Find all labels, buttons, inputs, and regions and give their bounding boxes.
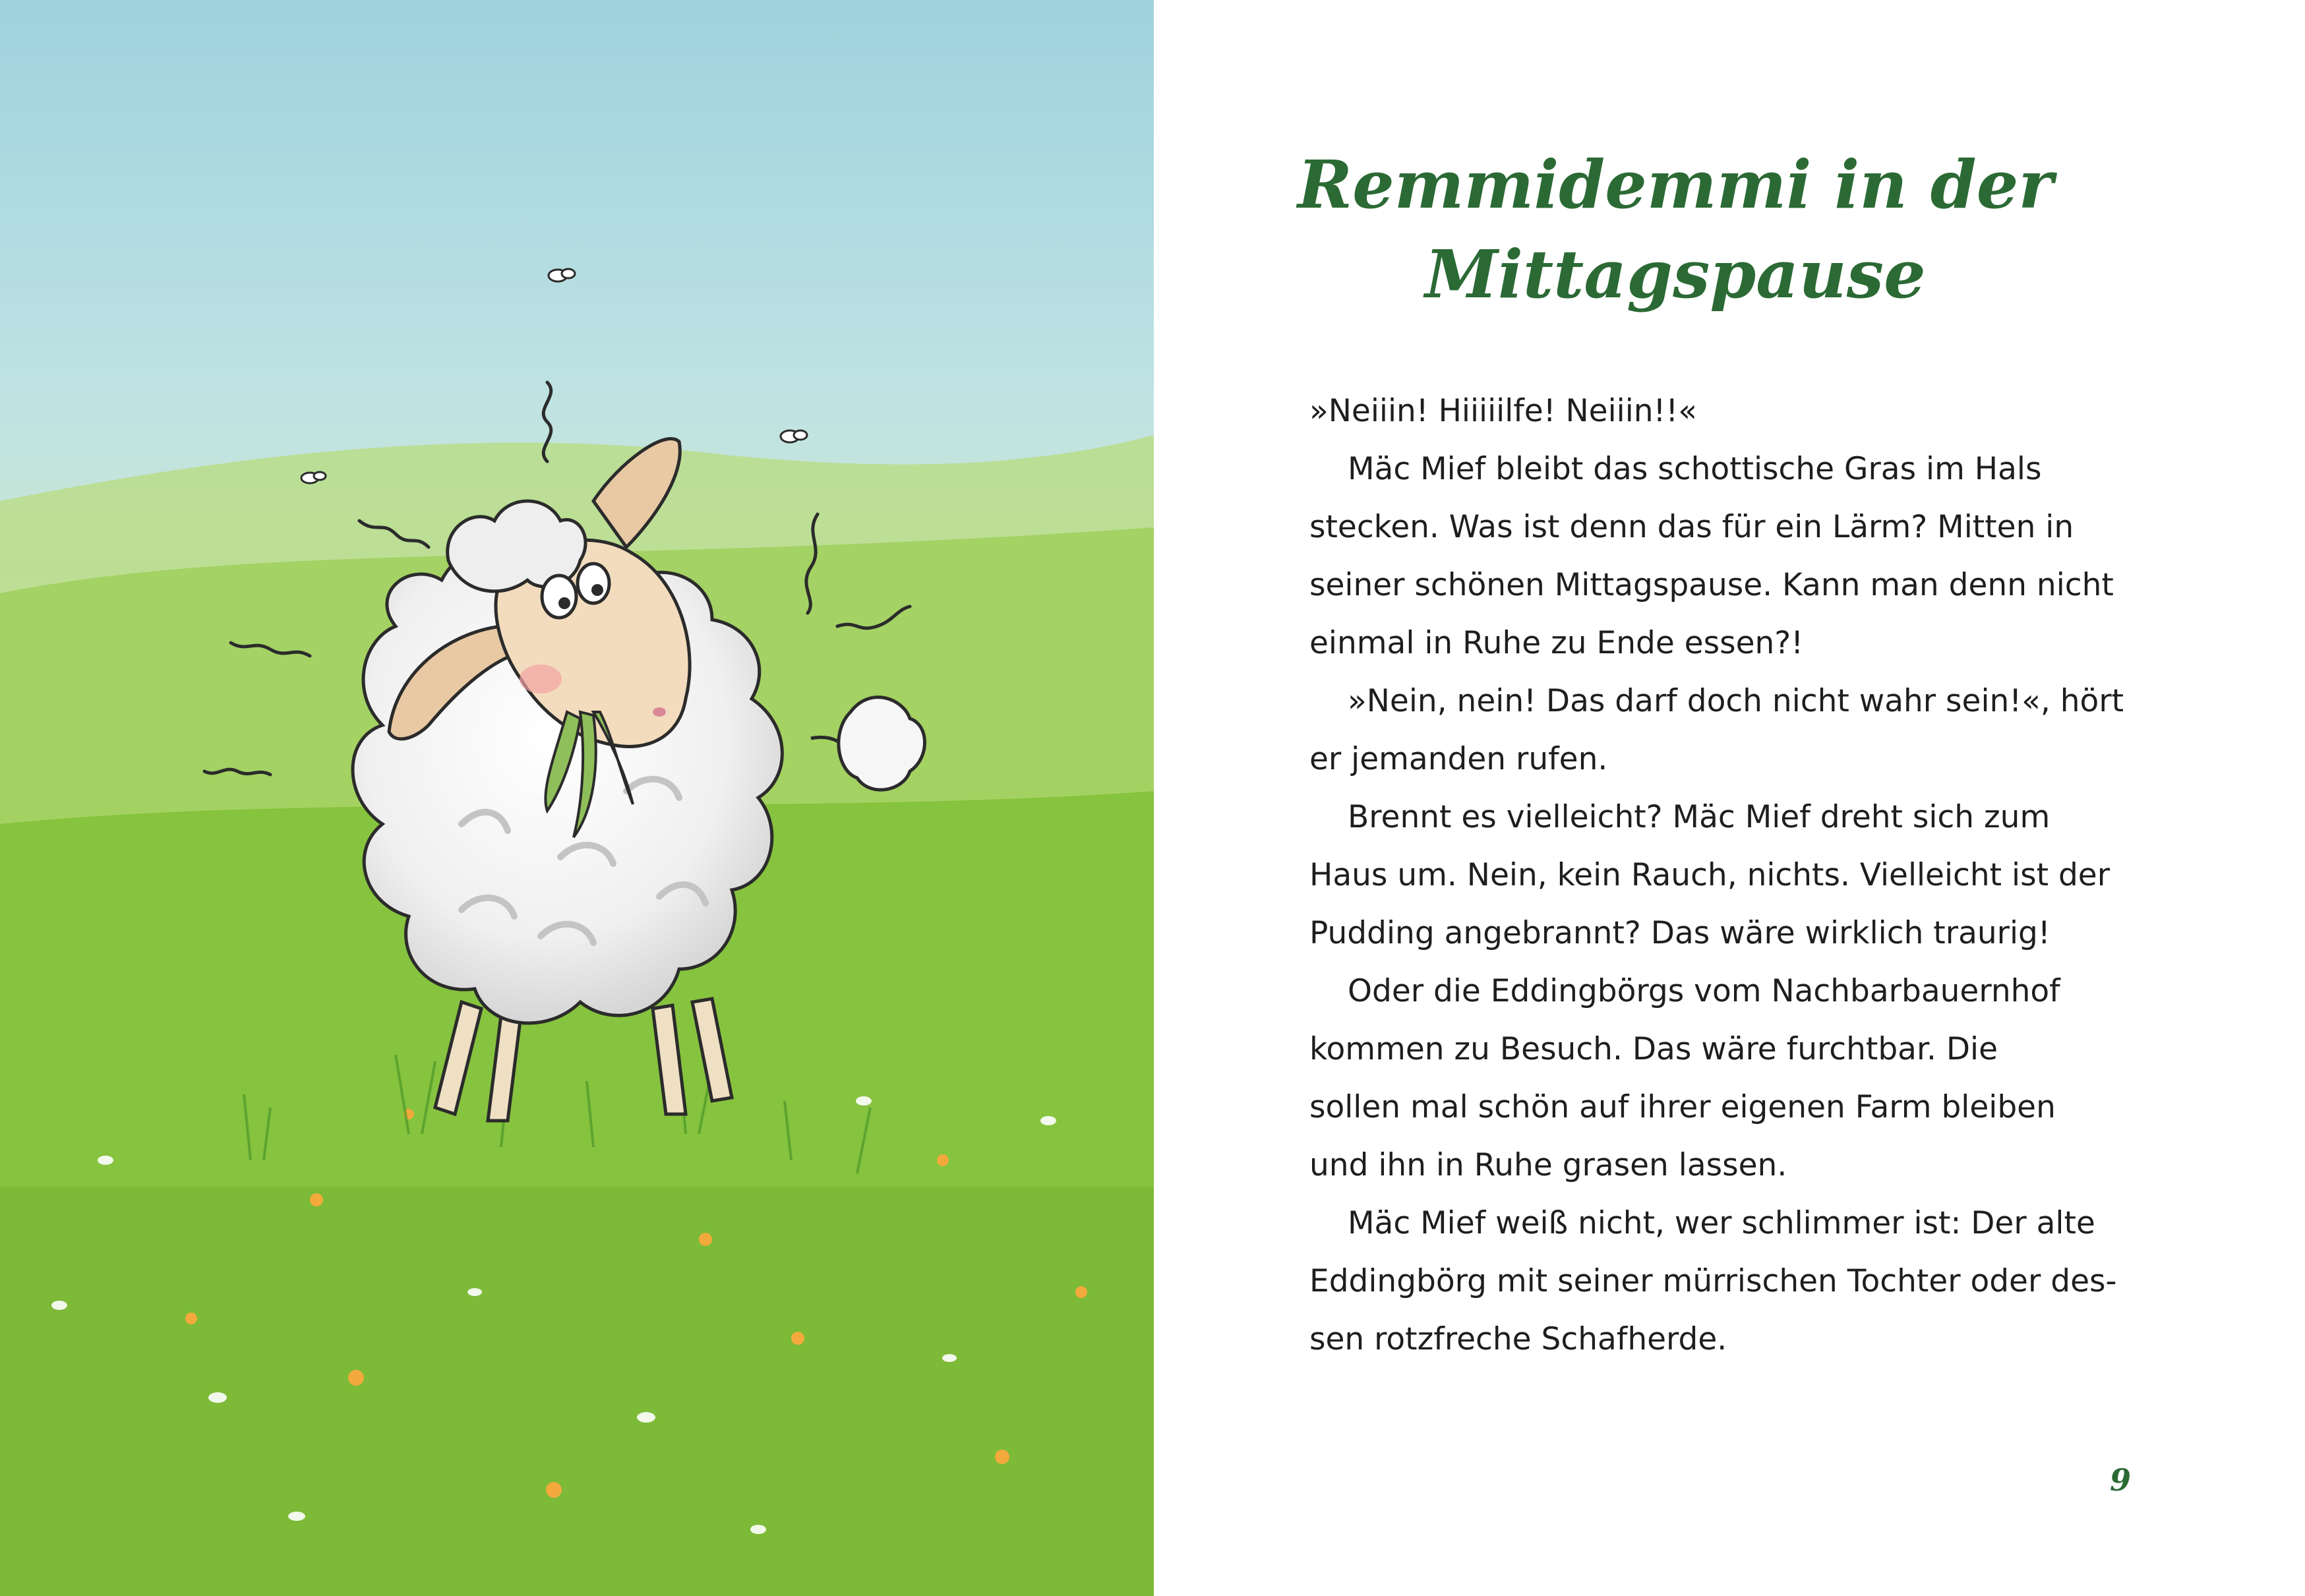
body-line: Brennt es vielleicht? Mäc Mief dreht sich zum xyxy=(1348,799,2051,835)
page-number: 9 xyxy=(2109,1462,2131,1498)
chapter-title-line-1: Remmidemmi in der xyxy=(1297,146,2054,223)
body-line: »Neiiin! Hiiiiilfe! Neiiin!!« xyxy=(1309,393,1697,429)
body-line: seiner schönen Mittagspause. Kann man denn nicht xyxy=(1309,567,2114,603)
body-line: stecken. Was ist denn das für ein Lärm? Mitten in xyxy=(1309,509,2074,545)
body-text xyxy=(1309,382,2193,1369)
body-line: Haus um. Nein, kein Rauch, nichts. Vielleicht ist der xyxy=(1309,857,2110,893)
meadow-bottom xyxy=(0,1187,1154,1596)
chapter-title-line-2: Mittagspause xyxy=(1425,235,1926,313)
text-page xyxy=(1154,0,2305,1596)
body-line: sollen mal schön auf ihrer eigenen Farm bleiben xyxy=(1309,1089,2056,1125)
body-line: kommen zu Besuch. Das wäre furchtbar. Die xyxy=(1309,1031,1998,1067)
body-line: Pudding angebrannt? Das wäre wirklich traurig! xyxy=(1309,915,2051,951)
body-line: Oder die Eddingbörgs vom Nachbarbauernhof xyxy=(1348,973,2060,1009)
sheep-cheek xyxy=(520,665,562,694)
body-line: Eddingbörg mit seiner mürrischen Tochter oder des- xyxy=(1309,1263,2117,1299)
body-line: einmal in Ruhe zu Ende essen?! xyxy=(1309,625,1804,661)
body-line: »Nein, nein! Das darf doch nicht wahr sein!«, hört xyxy=(1348,683,2124,719)
body-line: er jemanden rufen. xyxy=(1309,741,1608,777)
chapter-title xyxy=(1154,140,2197,319)
body-line: sen rotzfreche Schafherde. xyxy=(1309,1321,1727,1357)
body-line: Mäc Mief bleibt das schottische Gras im Hals xyxy=(1348,451,2042,487)
body-line: Mäc Mief weiß nicht, wer schlimmer ist: Der alte xyxy=(1348,1205,2095,1241)
body-line: und ihn in Ruhe grasen lassen. xyxy=(1309,1147,1787,1183)
